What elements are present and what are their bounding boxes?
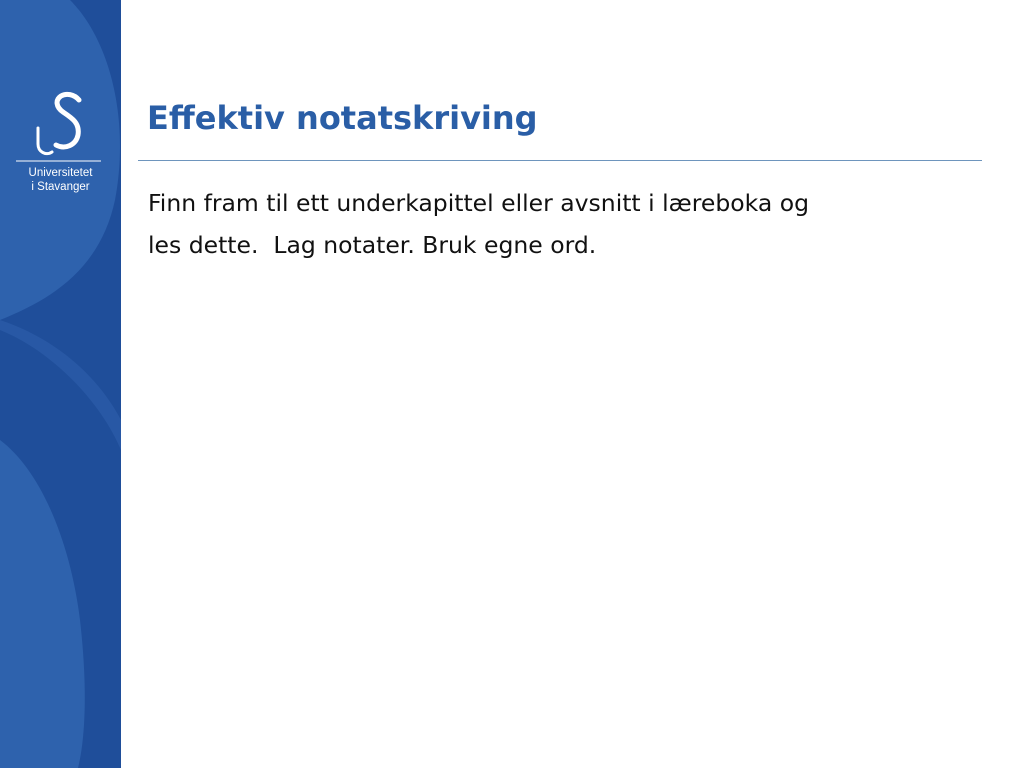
logo-text-stavanger: i Stavanger: [31, 181, 90, 193]
slide-body-text: Finn fram til ett underkapittel eller avsnitt i læreboka og les dette. Lag notater. Bruk egne ord.: [148, 189, 809, 259]
uis-logo-mark: [0, 88, 121, 163]
title-divider: [138, 160, 982, 161]
slide-title: Effektiv notatskriving: [147, 99, 538, 137]
sidebar-banner: [0, 0, 121, 768]
logo-text-university: Universitetet: [28, 167, 93, 179]
